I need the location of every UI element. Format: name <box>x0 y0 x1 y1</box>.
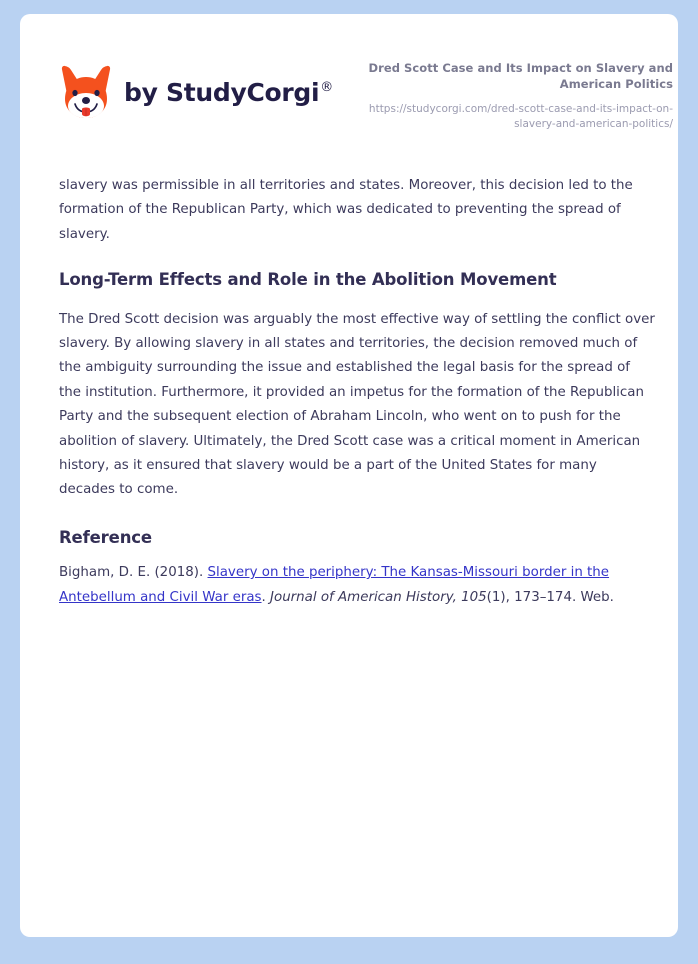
citation-journal: Journal of American History, 105 <box>270 589 487 605</box>
brand-name: StudyCorgi <box>166 77 320 107</box>
intro-paragraph: slavery was permissible in all territories and states. Moreover, this decision led to the formation of the Republican Party, which was dedicated to preventing the spread of slavery. <box>59 178 633 242</box>
header-meta-block <box>333 60 676 133</box>
brand-prefix: by <box>124 77 166 107</box>
document-header <box>20 14 678 130</box>
section-heading: Long-Term Effects and Role in the Abolition Movement <box>59 270 557 290</box>
brand-wordmark <box>124 78 333 107</box>
corgi-face-logo-icon <box>60 64 112 120</box>
brand-logo-block[interactable] <box>60 64 333 120</box>
citation-author-year: Bigham, D. E. (2018). <box>59 565 208 581</box>
citation-entry <box>59 561 655 610</box>
citation-after-link: . <box>261 589 271 605</box>
citation-tail: (1), 173–174. Web. <box>486 589 614 605</box>
document-url[interactable]: https://studycorgi.com/dred-scott-case-and-its-impact-on-slavery-and-american-politics/ <box>368 102 673 131</box>
document-page-card <box>20 14 678 937</box>
registered-trademark-icon: ® <box>320 80 333 96</box>
body-paragraph: The Dred Scott decision was arguably the most effective way of settling the conflict over slavery. By allowing slavery in all states and territories, the decision removed much of the ambiguity surrounding the issue and established the legal basis for the spread of the institution. Furthermore, it provided an impetus for the formation of the Republican Party and the subsequent election of Abraham Lincoln, who went on to push for the abolition of slavery. Ultimately, the Dred Scott case was a critical moment in American history, as it ensured that slavery would be a part of the United States for many decades to come. <box>59 311 655 498</box>
reference-heading: Reference <box>59 527 152 547</box>
document-title: Dred Scott Case and Its Impact on Slavery and American Politics <box>368 61 673 92</box>
article-body <box>59 174 655 610</box>
citation-source-link[interactable]: Slavery on the periphery: The Kansas-Missouri border in the Antebellum and Civil War eras <box>59 565 610 605</box>
